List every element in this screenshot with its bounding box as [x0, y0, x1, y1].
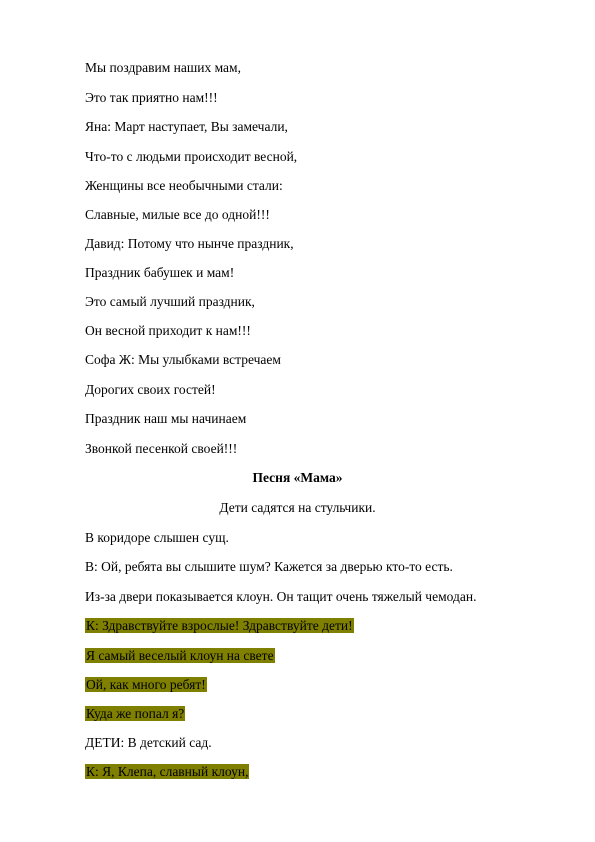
text-line: В: Ой, ребята вы слышите шум? Кажется за дверью кто-то есть. [85, 559, 453, 574]
text-line: Яна: Март наступает, Вы замечали, [85, 119, 288, 134]
text-line: Женщины все необычными стали: [85, 178, 283, 193]
text-line: Это самый лучший праздник, [85, 294, 255, 309]
stage-direction: Дети садятся на стульчики. [219, 500, 376, 515]
text-line: Славные, милые все до одной!!! [85, 207, 270, 222]
highlighted-text: Ой, как много ребят! [86, 677, 206, 692]
highlighted-line [85, 677, 207, 693]
text-line: Что-то с людьми происходит весной, [85, 149, 298, 164]
text-line: В коридоре слышен сущ. [85, 530, 229, 545]
song-title: Песня «Мама» [252, 470, 343, 485]
text-line: Давид: Потому что нынче праздник, [85, 236, 294, 251]
text-line: Это так приятно нам!!! [85, 90, 218, 105]
text-line: Дорогих своих гостей! [85, 382, 216, 397]
highlighted-text: Куда же попал я? [86, 706, 185, 721]
text-line: Звонкой песенкой своей!!! [85, 441, 238, 456]
highlighted-line [85, 618, 354, 634]
text-line: Из-за двери показывается клоун. Он тащит очень тяжелый чемодан. [85, 589, 477, 604]
text-line: Софа Ж: Мы улыбками встречаем [85, 352, 281, 367]
highlighted-line [85, 706, 185, 722]
text-line: Праздник наш мы начинаем [85, 411, 247, 426]
highlighted-text: К: Я, Клепа, славный клоун, [86, 764, 249, 779]
text-line: Праздник бабушек и мам! [85, 265, 235, 280]
highlighted-text: К: Здравствуйте взрослые! Здравствуйте дети! [86, 618, 353, 633]
highlighted-text: Я самый веселый клоун на свете [86, 648, 274, 663]
text-line: Мы поздравим наших мам, [85, 60, 241, 75]
text-line: Он весной приходит к нам!!! [85, 323, 251, 338]
highlighted-line [85, 648, 275, 664]
highlighted-line [85, 764, 249, 780]
text-line: ДЕТИ: В детский сад. [85, 735, 212, 750]
